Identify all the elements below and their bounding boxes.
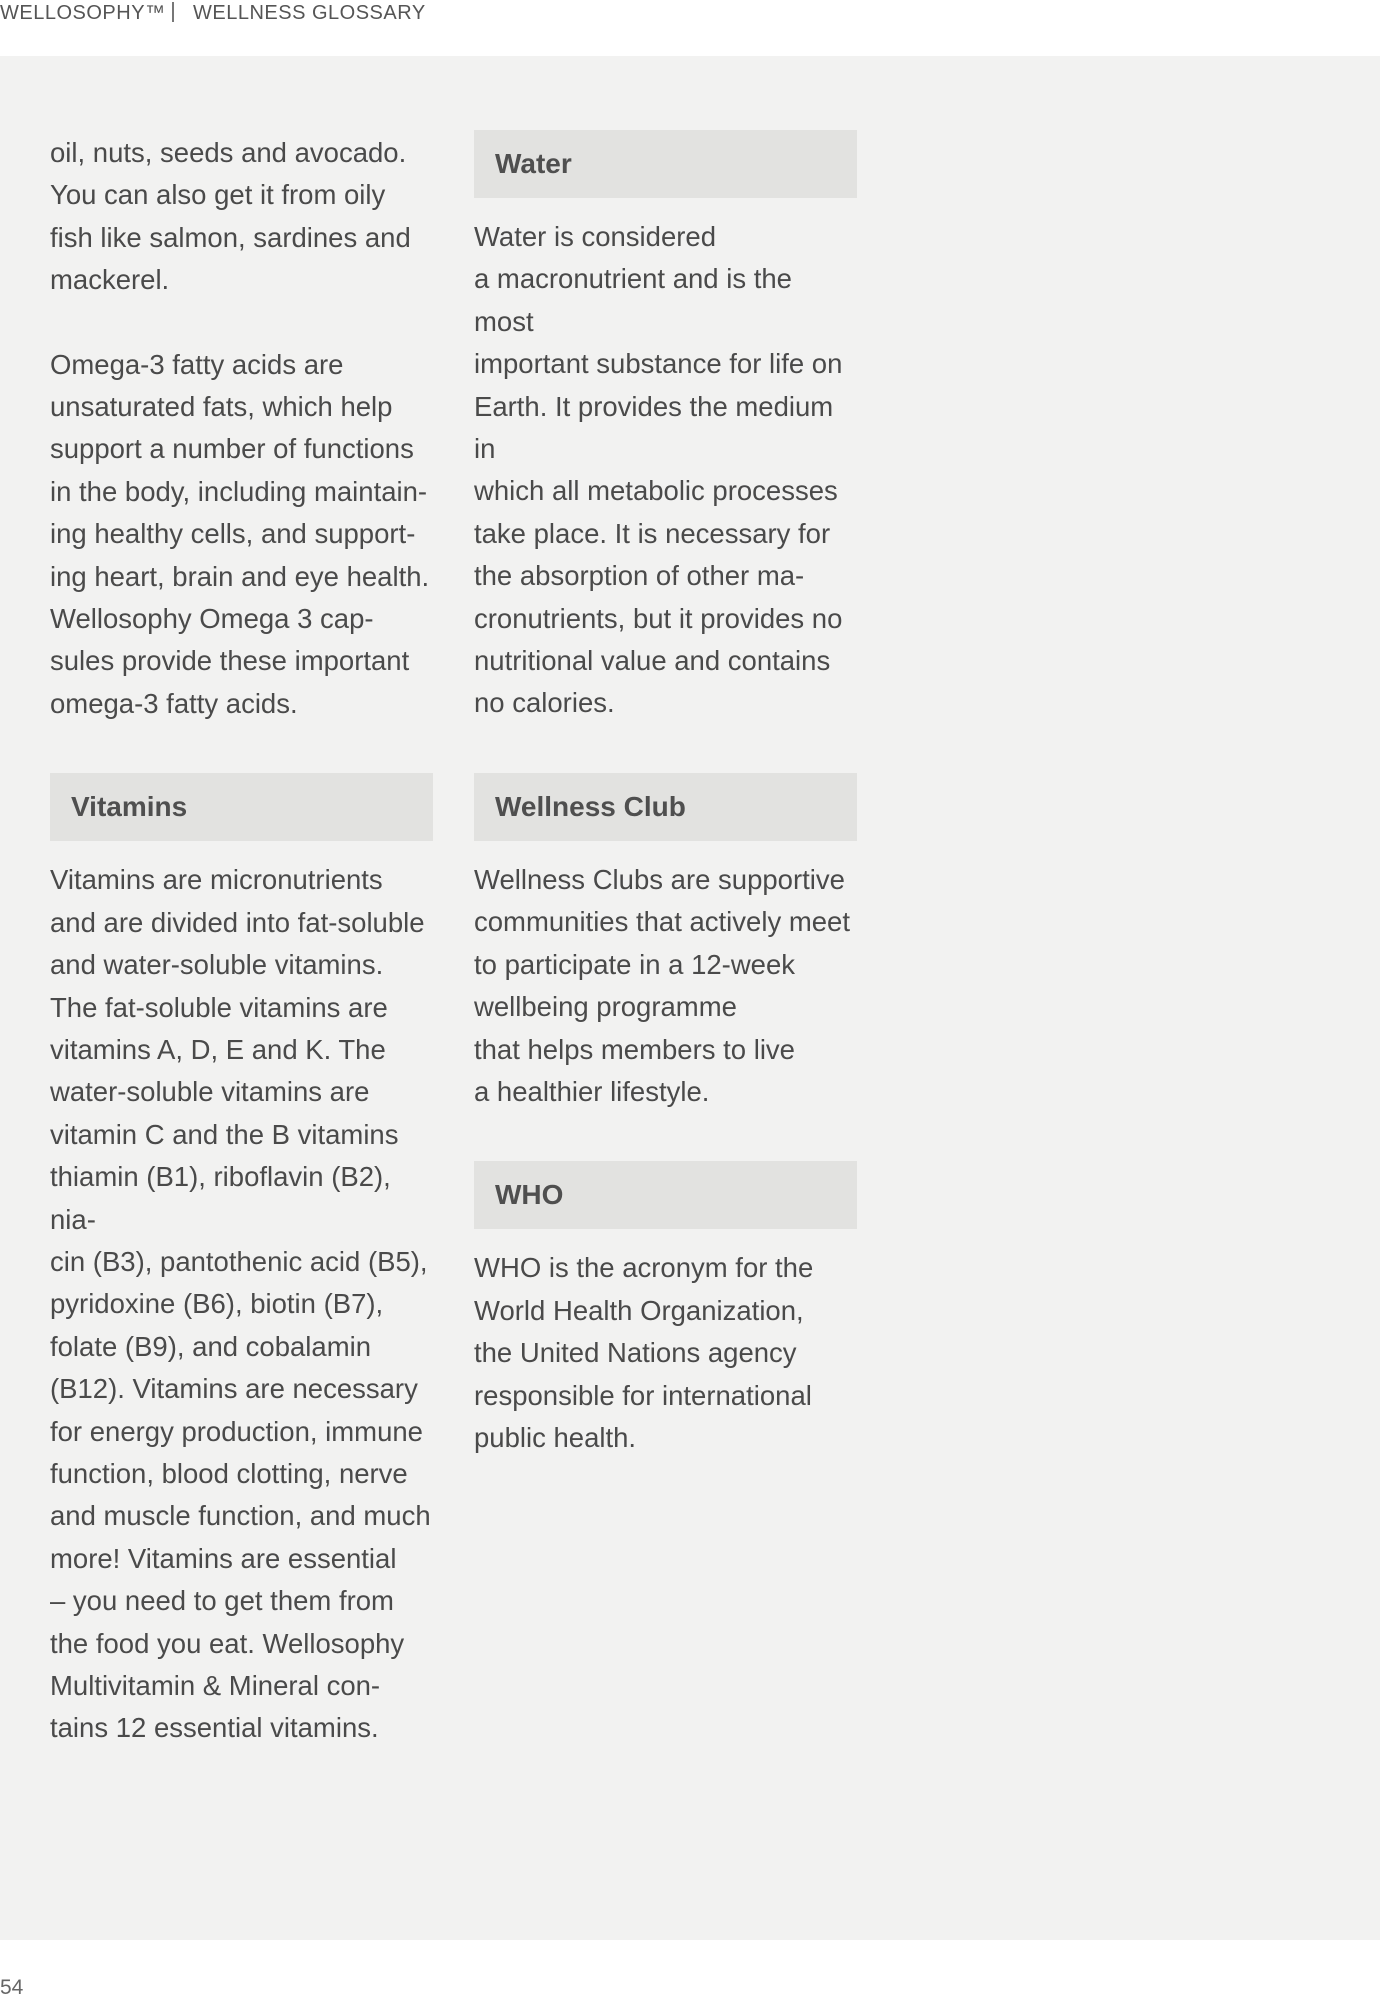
- omega-paragraph: Omega-3 fatty acids are unsaturated fats, which help support a number of functions in the body, including maintain- ing healthy cells, and support- ing heart, brain and eye health. Wellosophy Omega 3 cap- sules provide these important omega-3 fatty acids.: [50, 348, 430, 719]
- who-text: WHO is the acronym for the World Health Organization, the United Nations agency responsible for international public health.: [474, 1252, 814, 1453]
- header-divider: [172, 2, 174, 22]
- wellness-club-text: Wellness Clubs are supportive communities that actively meet to participate in a 12-week wellbeing programme that helps members to live a healthier lifestyle.: [474, 863, 850, 1107]
- who-heading-box: [474, 1161, 857, 1229]
- wellness-club-heading: Wellness Club: [495, 790, 686, 822]
- vitamins-heading-box: [50, 773, 433, 841]
- glossary-page: [0, 56, 1380, 1940]
- who-heading: WHO: [495, 1179, 564, 1211]
- left-column: [50, 132, 433, 1750]
- vitamins-text: Vitamins are micronutrients and are divided into fat-soluble and water-soluble vitamins. The fat-soluble vitamins are vitamins A, D, E and K. The water-soluble vitamins are vitamin C and the B vitamins thiamin (B1), riboflavin (B2), nia- cin (B3), pantothenic acid (B5), pyridoxine (B6), biotin (B7), folate (B9), and cobalamin (B12). Vitamins are necessary for energy production, immune function, blood clotting, nerve and muscle function, and much more! Vitamins are essential – you need to get them from the food you eat. Wellosophy Multivitamin & Mineral con- tains 12 essential vitamins.: [50, 864, 431, 1744]
- section-title: WELLNESS GLOSSARY: [193, 2, 426, 24]
- omega-intro-continued: oil, nuts, seeds and avocado. You can also get it from oily fish like salmon, sardines and mackerel.: [50, 137, 411, 296]
- vitamins-heading: Vitamins: [71, 791, 188, 823]
- water-text: Water is considered a macronutrient and is the most important substance for life on Earth. It provides the medium in which all metabolic processes take place. It is necessary for the absorption of other ma- cronutrients, but it provides no nutritional value and contains no calories.: [474, 221, 843, 719]
- wellness-club-heading-box: [474, 773, 857, 841]
- right-column: [474, 130, 857, 1459]
- brand-logo: WELLOSOPHY™: [0, 2, 166, 24]
- page-number: 54: [0, 1976, 24, 1999]
- page-header: [0, 0, 1380, 56]
- water-heading-box: [474, 130, 857, 198]
- water-heading: Water: [495, 148, 572, 179]
